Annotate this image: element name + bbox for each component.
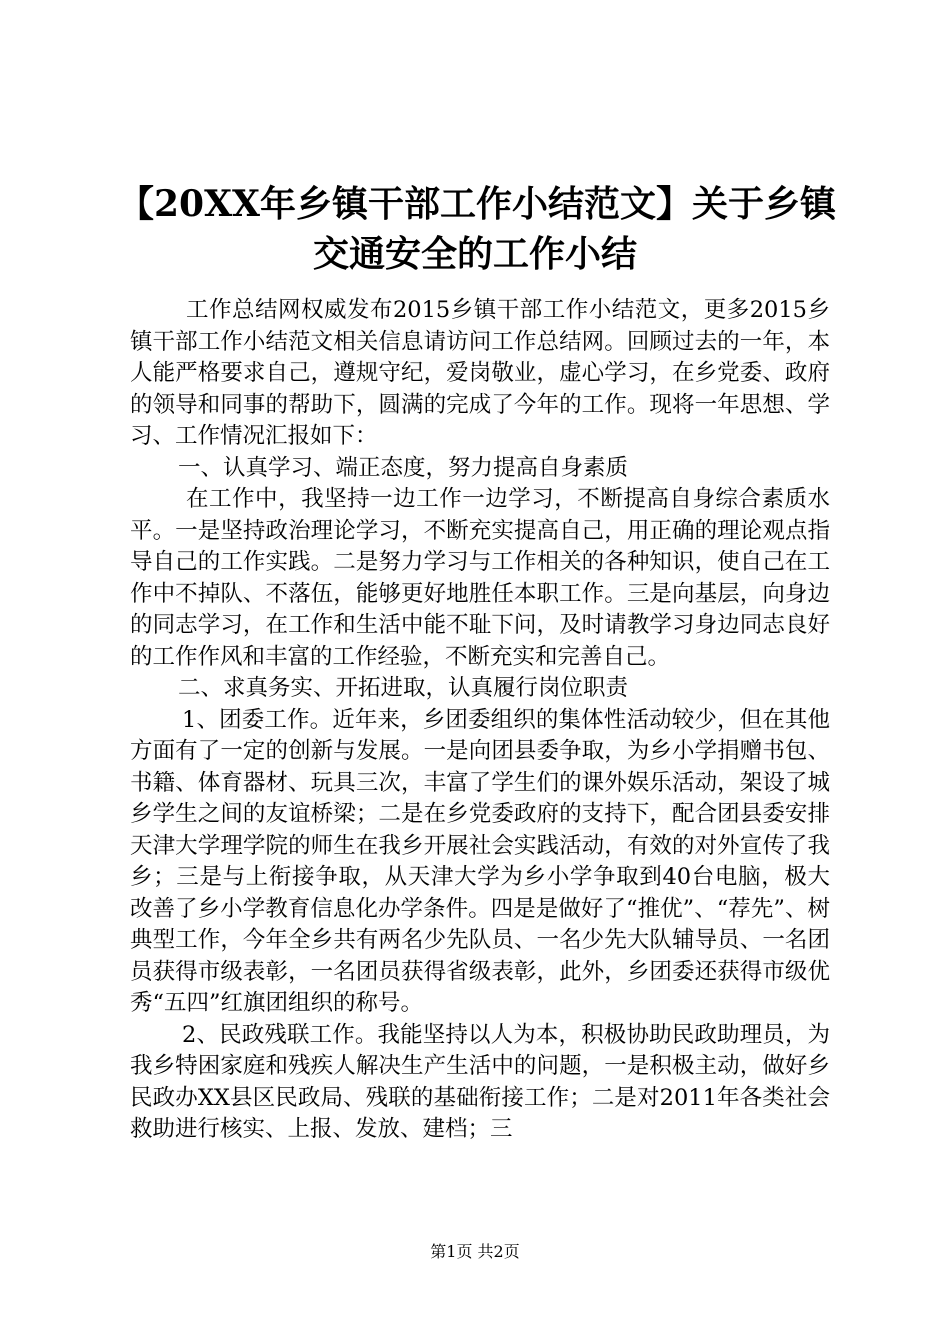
document-body [130,295,830,1146]
section-heading-1: 一、认真学习、端正态度，努力提高自身素质 [178,454,629,481]
document-title-line-1: 【20XX年乡镇干部工作小结范文】关于乡镇 [118,183,836,225]
body-paragraph: 2、民政残联工作。我能坚持以人为本，积极协助民政助理员，为我乡特困家庭和残疾人解决生产生活中的问题，一是积极主动，做好乡民政办XX县区民政局、残联的基础衔接工作；二是对2011年各类社会救助进行核实、上报、发放、建档；三 [130,1021,830,1142]
body-paragraph: 1、团委工作。近年来，乡团委组织的集体性活动较少，但在其他方面有了一定的创新与发展。一是向团县委争取，为乡小学捐赠书包、书籍、体育器材、玩具三次，丰富了学生们的课外娱乐活动，架设了城乡学生之间的友谊桥梁；二是在乡党委政府的支持下，配合团县委安排天津大学理学院的师生在我乡开展社会实践活动，有效的对外宣传了我乡；三是与上衔接争取，从天津大学为乡小学争取到40台电脑，极大改善了乡小学教育信息化办学条件。四是是做好了“推优”、“荐先”、树典型工作，今年全乡共有两名少先队员、一名少先大队辅导员、一名团员获得市级表彰，一名团员获得省级表彰，此外，乡团委还获得市级优秀“五四”红旗团组织的称号。 [130,706,830,1016]
document-title-line-2: 交通安全的工作小结 [312,233,637,275]
section-heading-2: 二、求真务实、开拓进取，认真履行岗位职责 [178,675,629,701]
page-number-footer: 第1页 共2页 [430,1242,520,1261]
intro-paragraph: 工作总结网权威发布2015乡镇干部工作小结范文，更多2015乡镇干部工作小结范文相关信息请访问工作总结网。回顾过去的一年，本人能严格要求自己，遵规守纪，爱岗敬业，虚心学习，在乡党委、政府的领导和同事的帮助下，圆满的完成了今年的工作。现将一年思想、学习、工作情况汇报如下： [130,297,830,449]
body-paragraph: 在工作中，我坚持一边工作一边学习，不断提高自身综合素质水平。一是坚持政治理论学习，不断充实提高自己，用正确的理论观点指导自己的工作实践。二是努力学习与工作相关的各种知识，使自己在工作中不掉队、不落伍，能够更好地胜任本职工作。三是向基层，向身边的同志学习，在工作和生活中能不耻下问，及时请教学习身边同志良好的工作作风和丰富的工作经验，不断充实和完善自己。 [130,486,830,670]
